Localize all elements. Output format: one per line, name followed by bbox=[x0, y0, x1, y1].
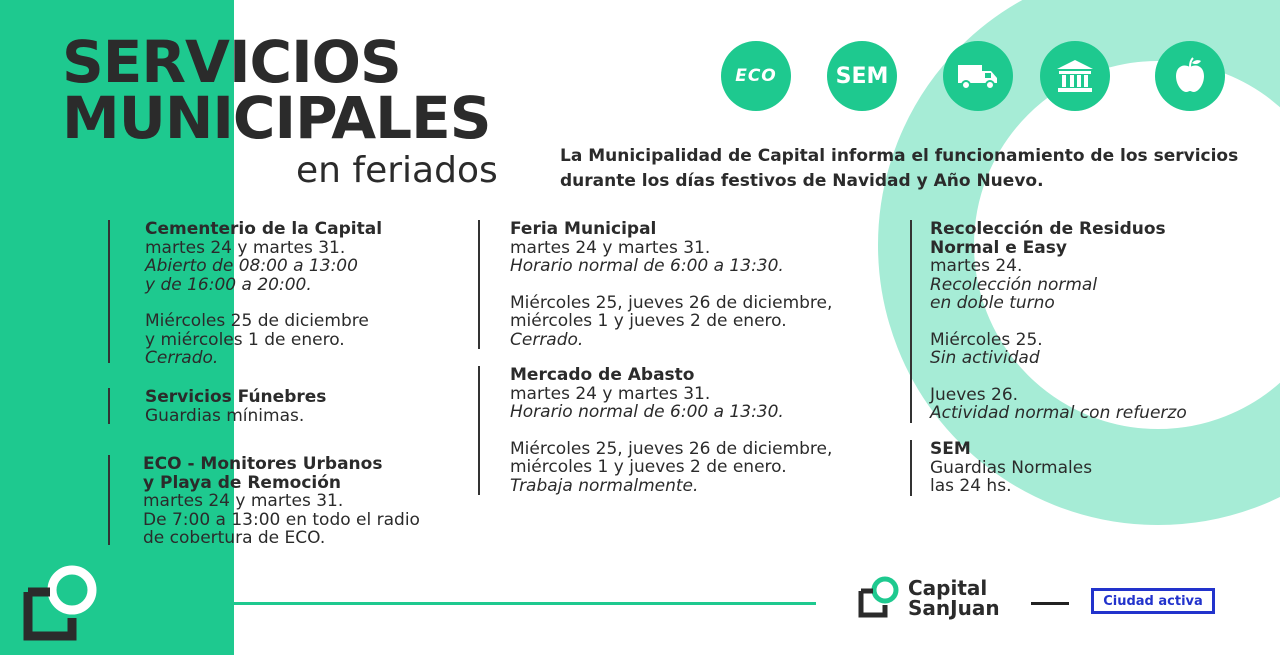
eco-title-2: y Playa de Remoción bbox=[143, 472, 342, 493]
building-icon bbox=[1040, 41, 1110, 111]
mercado-line-4: miércoles 1 y jueves 2 de enero. bbox=[510, 457, 787, 477]
residuos-title-1: Recolección de Residuos bbox=[930, 219, 1166, 239]
eco-line-3: de cobertura de ECO. bbox=[143, 528, 326, 548]
eco-line-2: De 7:00 a 13:00 en todo el radio bbox=[143, 509, 420, 530]
footer-accent-line bbox=[234, 602, 816, 605]
feria-line-3: Miércoles 25, jueves 26 de diciembre, bbox=[510, 292, 833, 313]
residuos-line-6: Jueves 26. bbox=[930, 384, 1019, 405]
cementerio-block bbox=[108, 219, 383, 368]
cementerio-line-1: martes 24 y martes 31. bbox=[145, 237, 346, 258]
page-title bbox=[62, 28, 491, 152]
sem-icon bbox=[827, 41, 897, 111]
residuos-line-4: Miércoles 25. bbox=[930, 329, 1043, 350]
mercado-line-2: Horario normal de 6:00 a 13:30. bbox=[510, 402, 784, 422]
sem-line-2: las 24 hs. bbox=[930, 476, 1012, 496]
ciudad-activa-badge: Ciudad activa bbox=[1091, 588, 1215, 614]
mercado-block bbox=[478, 366, 832, 495]
feria-line-5: Cerrado. bbox=[510, 329, 584, 350]
footer-dash bbox=[1031, 602, 1069, 605]
feria-line-4: miércoles 1 y jueves 2 de enero. bbox=[510, 311, 787, 331]
residuos-line-2: Recolección normal bbox=[930, 274, 1098, 295]
residuos-title-2: Normal e Easy bbox=[930, 237, 1067, 258]
funebres-title: Servicios Fúnebres bbox=[145, 387, 327, 407]
sem-block bbox=[910, 440, 1092, 496]
title-line-2: MUNICIPALES bbox=[62, 84, 491, 152]
eco-line-1: martes 24 y martes 31. bbox=[143, 491, 344, 511]
feria-line-2: Horario normal de 6:00 a 13:30. bbox=[510, 256, 784, 276]
title-line-1: SERVICIOS bbox=[62, 28, 401, 96]
eco-title-1: ECO - Monitores Urbanos bbox=[143, 454, 383, 474]
brand-line-2: SanJuan bbox=[908, 596, 1000, 620]
sem-title: SEM bbox=[930, 439, 971, 459]
brand-name bbox=[908, 578, 1000, 618]
residuos-block bbox=[910, 220, 1260, 423]
residuos-line-7: Actividad normal con refuerzo bbox=[930, 403, 1187, 423]
capital-sanjuan-logo-icon bbox=[858, 574, 902, 618]
intro-line-2: durante los días festivos de Navidad y Año Nuevo. bbox=[560, 171, 1044, 191]
eco-icon bbox=[721, 41, 791, 111]
cementerio-line-5: y miércoles 1 de enero. bbox=[145, 329, 345, 350]
sem-icon-label: SEM bbox=[835, 63, 889, 89]
page-subtitle: en feriados bbox=[296, 150, 498, 191]
sem-line-1: Guardias Normales bbox=[930, 457, 1093, 478]
residuos-line-5: Sin actividad bbox=[930, 348, 1040, 368]
cementerio-line-2: Abierto de 08:00 a 13:00 bbox=[145, 256, 358, 276]
residuos-line-1: martes 24. bbox=[930, 256, 1023, 276]
mercado-line-3: Miércoles 25, jueves 26 de diciembre, bbox=[510, 438, 833, 459]
cementerio-line-4: Miércoles 25 de diciembre bbox=[145, 311, 369, 331]
mercado-line-5: Trabaja normalmente. bbox=[510, 475, 699, 496]
truck-icon bbox=[943, 41, 1013, 111]
intro-line-1: La Municipalidad de Capital informa el funcionamiento de los servicios bbox=[560, 146, 1239, 166]
feria-line-1: martes 24 y martes 31. bbox=[510, 237, 711, 258]
funebres-line-1: Guardias mínimas. bbox=[145, 405, 305, 426]
funebres-block bbox=[108, 388, 326, 424]
cementerio-line-6: Cerrado. bbox=[145, 348, 219, 368]
residuos-line-3: en doble turno bbox=[930, 293, 1055, 313]
mercado-title: Mercado de Abasto bbox=[510, 365, 695, 385]
cementerio-title: Cementerio de la Capital bbox=[145, 219, 383, 239]
mercado-line-1: martes 24 y martes 31. bbox=[510, 383, 711, 404]
cementerio-line-3: y de 16:00 a 20:00. bbox=[145, 274, 312, 295]
feria-title: Feria Municipal bbox=[510, 219, 657, 239]
logo-mark-icon bbox=[22, 562, 102, 642]
apple-icon bbox=[1155, 41, 1225, 111]
eco-block bbox=[108, 454, 420, 548]
eco-icon-label: ECO bbox=[735, 66, 777, 86]
intro-text bbox=[560, 144, 1250, 194]
brand-line-1: Capital bbox=[908, 576, 988, 600]
feria-block bbox=[478, 220, 832, 349]
